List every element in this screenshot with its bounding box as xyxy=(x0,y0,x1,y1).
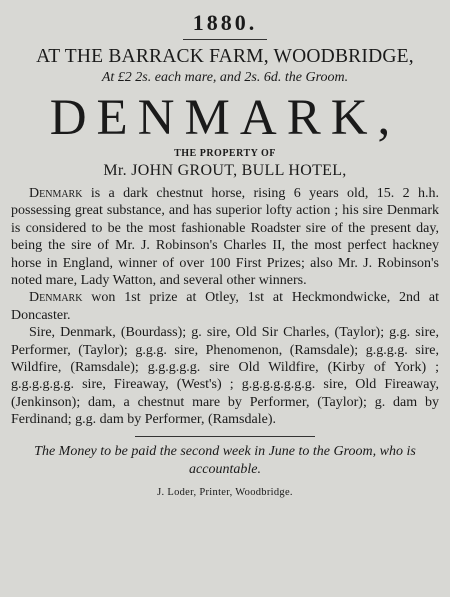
description-paragraph xyxy=(11,185,439,289)
horse-name-title: DENMARK, xyxy=(49,90,401,146)
prizes-paragraph xyxy=(11,289,439,324)
description-body xyxy=(11,185,439,429)
poster-year: 1880. xyxy=(192,10,258,35)
divider-rule xyxy=(135,436,315,437)
description-text: is a dark chestnut horse, rising 6 years old, 15. 2 h.h. possessing great substance, and has superior lofty action ; his sire Denmark is considered to be the most fashionable Roadster sire of the present day, being the sire of Mr. J. Robinson's Charles II, the most perfect hackney horse in England, winner of over 100 First Prizes; also Mr. J. Robinson's noted mare, Lady Watton, and several other winners. xyxy=(11,186,439,289)
divider-rule xyxy=(183,39,267,40)
pedigree-paragraph: Sire, Denmark, (Bourdass); g. sire, Old Sir Charles, (Taylor); g.g. sire, Performer, (Taylor); g.g.g. sire, Phenomenon, (Ramsdale); g.g.g.g. sire, Wildfire, (Ramsdale); g.g.g.g.g. sire Old Wildfire, (Kirby of York) ; g.g.g.g.g.g. sire, Fireaway, (West's) ; g.g.g.g.g.g.g. sire, Old Fireaway, (Jenkinson); dam, a chestnut mare by Performer, (Taylor); g. dam by Ferdinand; g.g. dam by Performer, (Ramsdale). xyxy=(11,325,439,428)
payment-notice: The Money to be paid the second week in June to the Groom, who is accountable. xyxy=(34,443,416,477)
property-of-label: THE PROPERTY OF xyxy=(174,148,276,159)
horse-name-inline: Denmark xyxy=(29,290,83,306)
horse-name-inline: Denmark xyxy=(29,186,83,201)
location-heading: AT THE BARRACK FARM, WOODBRIDGE, xyxy=(36,46,414,67)
owner-line: Mr. JOHN GROUT, BULL HOTEL, xyxy=(103,162,347,179)
stud-terms: At £2 2s. each mare, and 2s. 6d. the Groom. xyxy=(101,70,349,85)
prizes-text: won 1st prize at Otley, 1st at Heckmondwicke, 2nd at Doncaster. xyxy=(11,290,439,323)
printer-credit: J. Loder, Printer, Woodbridge. xyxy=(157,486,293,498)
